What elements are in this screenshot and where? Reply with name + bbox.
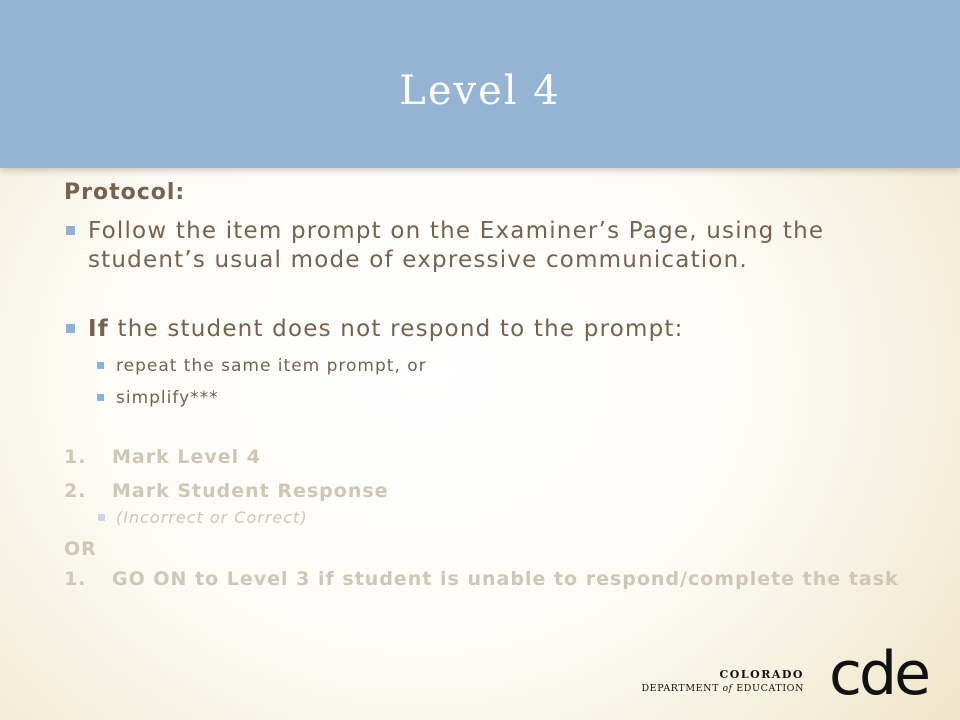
logo-education-word: EDUCATION [732,683,804,694]
sub-bullet-repeat [64,354,904,378]
sub-bullet-simplify [64,386,904,410]
square-bullet-icon [97,394,104,401]
step-mark-response [64,480,904,502]
bullet-no-response-text: the student does not respond to the prompt: [108,316,684,342]
bullet-follow-prompt [64,217,904,275]
step-response-options-text: (Incorrect or Correct) [116,508,308,527]
step-go-on-text: GO ON to Level 3 if student is unable to respond/complete the task [112,568,899,590]
title-bar [0,0,960,168]
step-number: 2. [64,480,87,502]
sub-bullet-repeat-text: repeat the same item prompt, or [116,356,427,376]
or-label: OR [64,538,97,560]
square-bullet-icon [66,226,75,235]
bullet-if-bold: If [88,316,109,342]
logo-department-text [641,683,804,694]
step-mark-level [64,446,904,468]
bullet-follow-prompt-text: Follow the item prompt on the Examiner’s Page, using the student’s usual mode of expressive communication. [88,218,825,273]
step-number: 1. [64,446,87,468]
step-response-options [64,508,904,528]
logo-department-word: DEPARTMENT [641,683,723,694]
sub-bullet-simplify-text: simplify*** [116,388,219,408]
square-bullet-icon [98,514,105,521]
bullet-no-response [64,315,904,344]
slide-title: Level 4 [399,68,561,114]
slide-content [64,180,904,602]
step-go-on [64,568,904,590]
cde-logo [641,639,928,709]
step-mark-level-text: Mark Level 4 [112,446,261,468]
logo-of-word: of [722,684,733,694]
logo-colorado-text: COLORADO [719,668,804,681]
square-bullet-icon [66,324,75,333]
step-mark-response-text: Mark Student Response [112,480,389,502]
step-number: 1. [64,568,87,590]
protocol-heading: Protocol: [64,180,186,205]
square-bullet-icon [97,362,104,369]
cde-logo-mark: cde [829,639,928,709]
